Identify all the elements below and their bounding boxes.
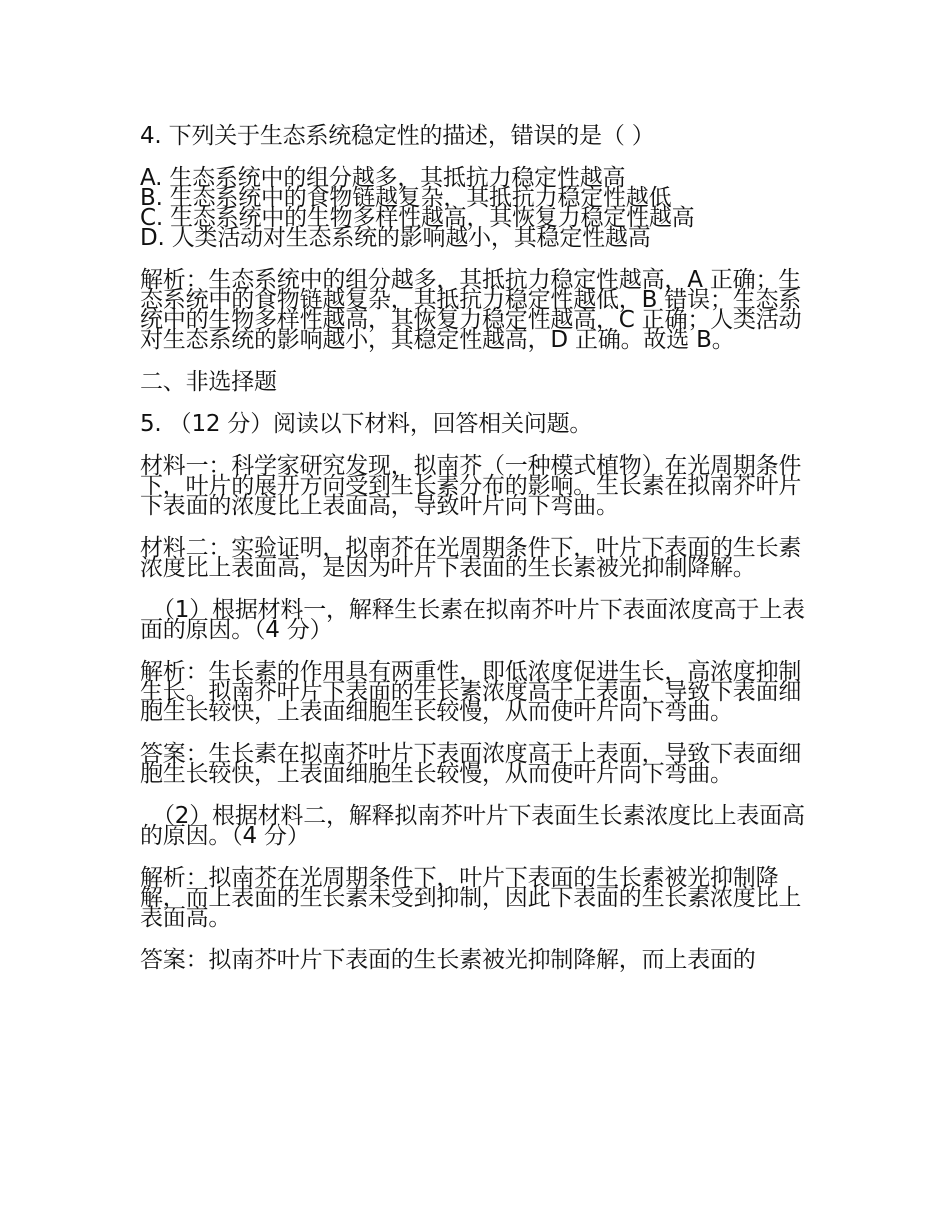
sub-question-2-answer: 答案：拟南芥叶片下表面的生长素被光抑制降解，而上表面的 bbox=[140, 947, 756, 973]
question-4-options bbox=[140, 165, 812, 251]
option-d: D. 人类活动对生态系统的影响越小，其稳定性越高 bbox=[140, 225, 651, 251]
material-one: 材料一：科学家研究发现，拟南芥（一种模式植物）在光周期条件下，叶片的展开方向受到生长素分布的影响。生长素在拟南芥叶片下表面的浓度比上表面高，导致叶片向下弯曲。 bbox=[140, 453, 802, 519]
option-a: A. 生态系统中的组分越多，其抵抗力稳定性越高 bbox=[140, 165, 626, 191]
document-page bbox=[140, 123, 812, 973]
sub-question-1-answer: 答案：生长素在拟南芥叶片下表面浓度高于上表面，导致下表面细胞生长较快，上表面细胞生长较慢，从而使叶片向下弯曲。 bbox=[140, 741, 802, 787]
question-4-analysis: 解析：生态系统中的组分越多，其抵抗力稳定性越高，A 正确；生态系统中的食物链越复杂，其抵抗力稳定性越低，B 错误；生态系统中的生物多样性越高，其恢复力稳定性越高，C 正确；人类活动对生态系统的影响越小，其稳定性越高，D 正确。故选 B。 bbox=[140, 267, 802, 353]
material-two: 材料二：实验证明，拟南芥在光周期条件下，叶片下表面的生长素浓度比上表面高，是因为叶片下表面的生长素被光抑制降解。 bbox=[140, 535, 802, 581]
option-c: C. 生态系统中的生物多样性越高，其恢复力稳定性越高 bbox=[140, 205, 695, 231]
sub-question-1: （1）根据材料一，解释生长素在拟南芥叶片下表面浓度高于上表面的原因。（4 分） bbox=[140, 597, 805, 643]
sub-question-1-analysis: 解析：生长素的作用具有两重性，即低浓度促进生长，高浓度抑制生长。拟南芥叶片下表面的生长素浓度高于上表面，导致下表面细胞生长较快，上表面细胞生长较慢，从而使叶片向下弯曲。 bbox=[140, 659, 802, 725]
section-title: 二、非选择题 bbox=[140, 369, 277, 395]
sub-question-2: （2）根据材料二，解释拟南芥叶片下表面生长素浓度比上表面高的原因。（4 分） bbox=[140, 803, 805, 849]
question-5-stem: 5. （12 分）阅读以下材料，回答相关问题。 bbox=[140, 411, 593, 437]
question-4-stem: 4. 下列关于生态系统稳定性的描述，错误的是（ ） bbox=[140, 123, 655, 149]
option-b: B. 生态系统中的食物链越复杂，其抵抗力稳定性越低 bbox=[140, 185, 672, 211]
sub-question-2-analysis: 解析：拟南芥在光周期条件下，叶片下表面的生长素被光抑制降解，而上表面的生长素未受到抑制，因此下表面的生长素浓度比上表面高。 bbox=[140, 865, 802, 931]
